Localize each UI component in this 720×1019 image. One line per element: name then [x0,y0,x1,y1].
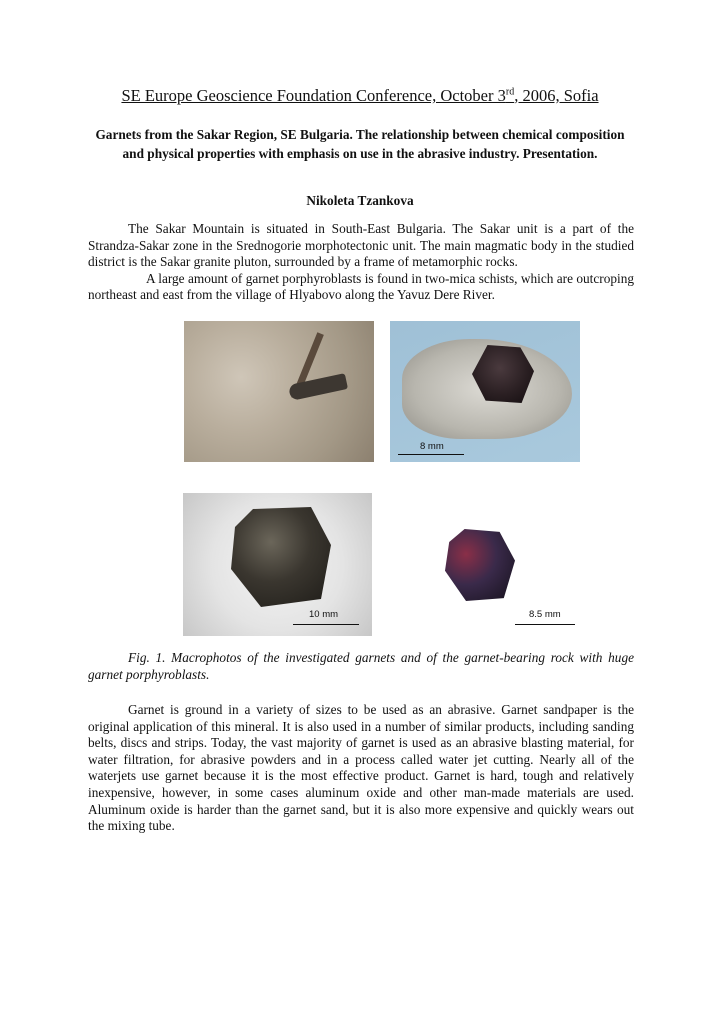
photo-garnet-closeup [183,493,372,636]
conference-text: SE Europe Geoscience Foundation Conference, October 3 [121,86,506,105]
scale-bar-8-5mm [515,609,575,629]
caption-text: Fig. 1. Macrophotos of the investigated garnets and of the garnet-bearing rock with huge garnet porphyroblasts. [88,650,634,682]
conference-superscript: rd [505,86,515,98]
scale-label: 10 mm [309,609,339,620]
scale-line [515,624,575,625]
scale-label: 8.5 mm [529,609,561,620]
author-name: Nikoleta Tzankova [306,193,414,208]
scale-label: 8 mm [420,441,444,452]
garnet-crystal [445,529,515,601]
garnet-crystal [231,507,331,607]
conference-header [0,86,720,106]
intro-paragraph [88,221,634,304]
figure-caption [88,650,634,683]
conference-text-end: , 2006, Sofia [514,86,599,105]
intro-text-2: A large amount of garnet porphyroblasts is found in two-mica schists, which are outcroping northeast and east from the village of Hlyabovo along the Yavuz Dere River. [88,270,634,303]
photo-outcrop-with-hammer [184,321,374,462]
photo-schist-with-garnet [390,321,580,462]
scale-line [398,454,464,455]
paper-title: Garnets from the Sakar Region, SE Bulgaria. The relationship between chemical composition and physical properties with emphasis on use in the abrasive industry. Presentation. [95,127,625,161]
scale-line [293,624,359,625]
scale-bar-8mm [398,441,464,459]
photo-garnet-small [419,493,580,636]
scale-bar-10mm [293,609,359,629]
hammer-head [288,373,348,401]
body-paragraph [88,702,634,835]
intro-text-1: The Sakar Mountain is situated in South-East Bulgaria. The Sakar unit is a part of the Strandza-Sakar zone in the Srednogorie morphotectonic unit. The main magmatic body in the studied district is the Sakar granite pluton, surrounded by a frame of metamorphic rocks. [88,221,634,270]
body-text: Garnet is ground in a variety of sizes to be used as an abrasive. Garnet sandpaper is the original application of this mineral. It is also used in a number of similar products, including sanding belts, discs and strips. Today, the vast majority of garnet is used as an abrasive blasting material, for water filtration, for abrasive powders and in a process called water jet cutting. Nearly all of the waterjets use garnet because it is the most effective product. Garnet is hard, tough and relatively inexpensive, however, in some cases aluminum oxide and other man-made materials are used. Aluminum oxide is harder than the garnet sand, but it is also more expensive and quickly wears out the mixing tube. [88,702,634,834]
